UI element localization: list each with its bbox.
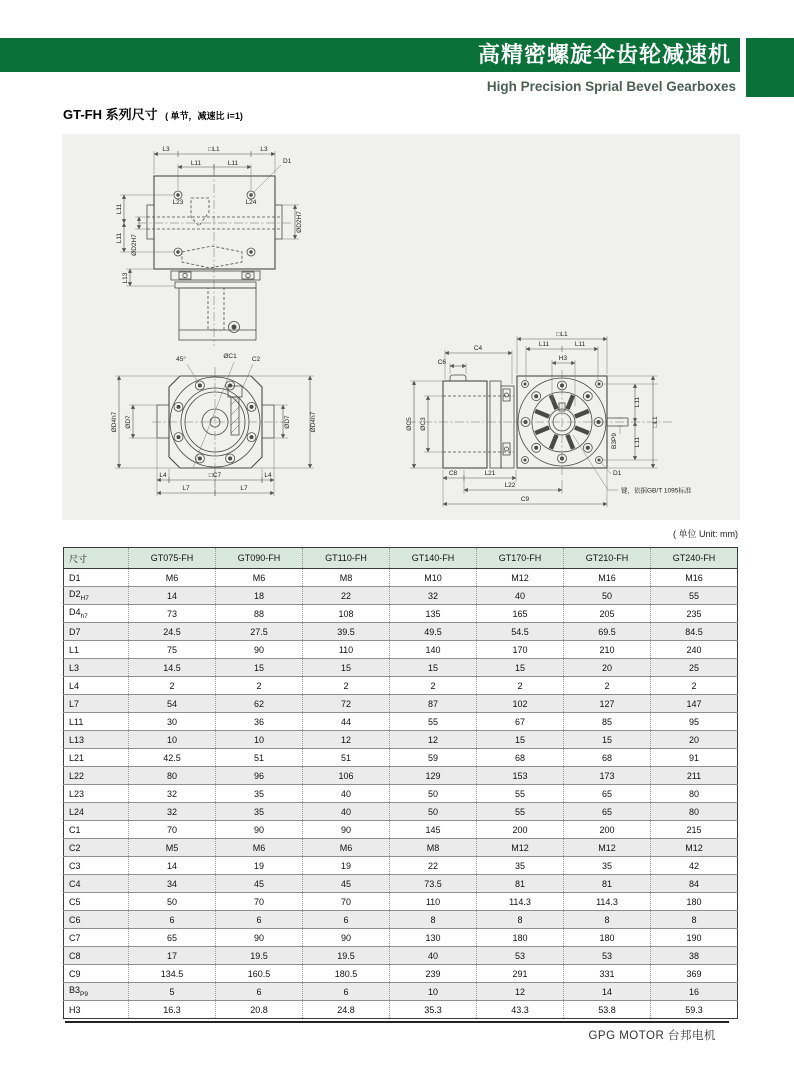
table-row (64, 605, 738, 623)
dim-value: 51 (216, 749, 303, 767)
row-label: L11 (64, 713, 129, 731)
dim-label-l4: L4 (159, 472, 167, 479)
dim-label-d1: D1 (613, 470, 622, 477)
dim-value: 215 (651, 821, 738, 839)
dim-value: 8 (651, 911, 738, 929)
dim-value: 147 (651, 695, 738, 713)
dim-value: 80 (651, 785, 738, 803)
table-row (64, 677, 738, 695)
dim-value: 235 (651, 605, 738, 623)
dim-value: 75 (129, 641, 216, 659)
dim-value: 180 (477, 929, 564, 947)
dim-value: 211 (651, 767, 738, 785)
dim-value: 6 (129, 911, 216, 929)
dim-value: 55 (477, 803, 564, 821)
dim-value: 14 (129, 587, 216, 605)
dim-value: 65 (564, 785, 651, 803)
table-row (64, 803, 738, 821)
dim-value: 62 (216, 695, 303, 713)
dim-value: 8 (564, 911, 651, 929)
dim-value: M5 (129, 839, 216, 857)
dim-value: 12 (390, 731, 477, 749)
series-title: GT-FH 系列尺寸 (63, 107, 158, 122)
dimensions-table (63, 547, 738, 1019)
dim-value: M12 (651, 839, 738, 857)
dim-value: 135 (390, 605, 477, 623)
dim-value: 10 (390, 983, 477, 1001)
dim-label-c8: C8 (448, 470, 458, 477)
dim-value: 20.8 (216, 1001, 303, 1019)
dim-value: 14 (129, 857, 216, 875)
dim-value: 50 (129, 893, 216, 911)
dim-value: 91 (651, 749, 738, 767)
dim-label-l11: L11 (116, 232, 123, 244)
dim-value: 331 (564, 965, 651, 983)
dim-value: 73.5 (390, 875, 477, 893)
dim-value: 19 (303, 857, 390, 875)
dim-value: 45 (303, 875, 390, 893)
dim-value: 35 (564, 857, 651, 875)
dim-value: 81 (564, 875, 651, 893)
dim-label-l3: L3 (162, 146, 170, 153)
table-row (64, 965, 738, 983)
page-title-cn: 高精密螺旋伞齿轮减速机 (477, 42, 731, 67)
table-row (64, 911, 738, 929)
dim-value: 88 (216, 605, 303, 623)
table-body (64, 569, 738, 1019)
dim-value: 42 (651, 857, 738, 875)
table-row (64, 785, 738, 803)
dim-value: 70 (303, 893, 390, 911)
dim-value: 180 (564, 929, 651, 947)
dim-value: 43.3 (477, 1001, 564, 1019)
dim-value: 59 (390, 749, 477, 767)
row-label: C8 (64, 947, 129, 965)
row-label: C1 (64, 821, 129, 839)
dim-value: 70 (129, 821, 216, 839)
table-row (64, 839, 738, 857)
col-header-model: GT110-FH (303, 548, 390, 569)
dim-value: 54 (129, 695, 216, 713)
table-row (64, 713, 738, 731)
dim-value: 106 (303, 767, 390, 785)
dim-value: 65 (129, 929, 216, 947)
dim-label-d7: ØD7 (284, 415, 291, 429)
dim-value: 32 (390, 587, 477, 605)
col-header-dimension: 尺寸 (64, 548, 129, 569)
section-heading (63, 104, 243, 124)
dim-value: 15 (303, 659, 390, 677)
dim-value: M8 (303, 569, 390, 587)
dim-label-d2: ØD2H7 (131, 234, 138, 256)
row-label: C7 (64, 929, 129, 947)
dim-value: 55 (477, 785, 564, 803)
dim-value: 90 (303, 821, 390, 839)
table-header-row (64, 548, 738, 569)
dim-label-c7: □C7 (208, 472, 222, 479)
col-header-model: GT075-FH (129, 548, 216, 569)
dim-label-h3: H3 (558, 355, 568, 362)
dim-value: 127 (564, 695, 651, 713)
dim-value: 32 (129, 803, 216, 821)
dim-value: 17 (129, 947, 216, 965)
dim-value: 369 (651, 965, 738, 983)
dim-value: 22 (303, 587, 390, 605)
dim-value: 2 (651, 677, 738, 695)
dim-value: 90 (216, 929, 303, 947)
dim-value: 50 (390, 785, 477, 803)
dim-label-l7: L7 (240, 485, 248, 492)
dim-value: 2 (390, 677, 477, 695)
dim-value: 65 (564, 803, 651, 821)
dim-label-l11: L11 (634, 396, 641, 408)
dim-value: 8 (477, 911, 564, 929)
row-label: L23 (64, 785, 129, 803)
footer-divider (65, 1021, 729, 1023)
dim-value: M6 (216, 569, 303, 587)
dim-value: 72 (303, 695, 390, 713)
dim-value: 205 (564, 605, 651, 623)
dim-label-c3: ØC3 (420, 417, 427, 431)
dim-value: 180 (651, 893, 738, 911)
dim-value: 108 (303, 605, 390, 623)
dim-label-45deg: 45° (176, 356, 186, 363)
dim-value: 165 (477, 605, 564, 623)
dim-label-l24: L24 (245, 199, 257, 206)
dim-value: 49.5 (390, 623, 477, 641)
dim-label-l23: L23 (172, 199, 184, 206)
dim-label-l7: L7 (182, 485, 190, 492)
dim-value: 239 (390, 965, 477, 983)
dim-value: 73 (129, 605, 216, 623)
dim-value: 6 (303, 983, 390, 1001)
table-row (64, 767, 738, 785)
row-label: L24 (64, 803, 129, 821)
table-row (64, 983, 738, 1001)
row-label: C3 (64, 857, 129, 875)
row-label: C6 (64, 911, 129, 929)
dim-value: 35 (477, 857, 564, 875)
dim-value: 24.8 (303, 1001, 390, 1019)
dim-value: 32 (129, 785, 216, 803)
dim-value: 81 (477, 875, 564, 893)
dim-value: 145 (390, 821, 477, 839)
dim-value: 200 (564, 821, 651, 839)
dim-value: M8 (390, 839, 477, 857)
dim-value: 80 (129, 767, 216, 785)
dim-value: 40 (303, 803, 390, 821)
row-label: D1 (64, 569, 129, 587)
dim-label-d7: ØD7 (125, 415, 132, 429)
dim-value: 96 (216, 767, 303, 785)
dim-value: 16.3 (129, 1001, 216, 1019)
dim-value: 15 (477, 731, 564, 749)
dim-value: 38 (651, 947, 738, 965)
flange-face-view-drawing (111, 353, 317, 496)
dim-value: 180.5 (303, 965, 390, 983)
dim-label-l11: L11 (574, 341, 586, 348)
dim-value: M6 (129, 569, 216, 587)
dim-value: M12 (477, 839, 564, 857)
dim-label-c6: C6 (437, 359, 446, 366)
page-title-en: High Precision Sprial Bevel Gearboxes (486, 79, 736, 94)
dim-value: 95 (651, 713, 738, 731)
dim-label-c1: ØC1 (223, 353, 237, 360)
dim-label-l11: L11 (227, 160, 239, 167)
dim-value: 53 (564, 947, 651, 965)
series-subtitle: ( 单节，减速比 i=1) (165, 111, 243, 121)
dim-value: 19.5 (303, 947, 390, 965)
front-view-drawing (116, 146, 303, 346)
dim-value: 6 (216, 911, 303, 929)
table-row (64, 749, 738, 767)
dim-label-b3: B3P9 (611, 433, 618, 449)
dim-value: 54.5 (477, 623, 564, 641)
row-label: L13 (64, 731, 129, 749)
table-row (64, 893, 738, 911)
dim-value: M10 (390, 569, 477, 587)
dim-label-l13: L13 (122, 272, 129, 284)
dim-value: 2 (129, 677, 216, 695)
key-standard-note: 键，依据GB/T 1095标准 (621, 487, 692, 495)
table-row (64, 659, 738, 677)
dim-label-l1: □L1 (556, 331, 568, 338)
dim-value: 130 (390, 929, 477, 947)
side-view-drawing (406, 331, 692, 507)
dim-value: 90 (216, 641, 303, 659)
dim-value: 90 (216, 821, 303, 839)
dim-value: 68 (564, 749, 651, 767)
dim-value: 87 (390, 695, 477, 713)
table-row (64, 821, 738, 839)
dim-value: 12 (477, 983, 564, 1001)
dim-label-l11: L11 (538, 341, 550, 348)
dim-value: 5 (129, 983, 216, 1001)
row-label: C9 (64, 965, 129, 983)
dim-value: 50 (564, 587, 651, 605)
col-header-model: GT090-FH (216, 548, 303, 569)
dim-value: M12 (477, 569, 564, 587)
dim-value: 84.5 (651, 623, 738, 641)
dim-value: 114.3 (477, 893, 564, 911)
col-header-model: GT140-FH (390, 548, 477, 569)
dim-value: 40 (477, 587, 564, 605)
dim-value: 10 (216, 731, 303, 749)
dim-value: M6 (303, 839, 390, 857)
dim-value: 6 (216, 983, 303, 1001)
row-label: $D4_{h7}$ (64, 605, 129, 623)
dim-label-l21: L21 (484, 470, 496, 477)
dim-value: 6 (303, 911, 390, 929)
dim-value: 35 (216, 803, 303, 821)
col-header-model: GT210-FH (564, 548, 651, 569)
dim-label-l4: L4 (264, 472, 272, 479)
dim-value: 14.5 (129, 659, 216, 677)
dim-label-l11: L11 (634, 436, 641, 448)
dim-label-d4: ØD4h7 (310, 411, 317, 433)
dim-value: 90 (303, 929, 390, 947)
col-header-model: GT240-FH (651, 548, 738, 569)
header-banner (0, 38, 740, 72)
dim-value: 68 (477, 749, 564, 767)
dim-value: 160.5 (216, 965, 303, 983)
dim-value: 15 (216, 659, 303, 677)
dim-label-d4: ØD4h7 (111, 411, 118, 433)
dim-value: 15 (390, 659, 477, 677)
dim-value: 14 (564, 983, 651, 1001)
dim-value: 25 (651, 659, 738, 677)
dim-value: 40 (390, 947, 477, 965)
row-label: L1 (64, 641, 129, 659)
dim-value: 40 (303, 785, 390, 803)
dim-value: M16 (564, 569, 651, 587)
table-row (64, 695, 738, 713)
dim-value: 2 (216, 677, 303, 695)
dim-value: 102 (477, 695, 564, 713)
table-row (64, 569, 738, 587)
dim-value: 210 (564, 641, 651, 659)
dim-value: 12 (303, 731, 390, 749)
dim-value: 42.5 (129, 749, 216, 767)
dim-value: 36 (216, 713, 303, 731)
dim-value: 24.5 (129, 623, 216, 641)
dim-value: 45 (216, 875, 303, 893)
table-row (64, 929, 738, 947)
dim-value: 50 (390, 803, 477, 821)
dim-value: 44 (303, 713, 390, 731)
dim-value: 129 (390, 767, 477, 785)
dim-value: 30 (129, 713, 216, 731)
drawings-svg (62, 134, 740, 520)
dim-label-l1: □L1 (208, 146, 220, 153)
dim-value: M16 (651, 569, 738, 587)
dim-label-c5: ØC5 (406, 417, 413, 431)
table-row (64, 857, 738, 875)
dim-value: 110 (303, 641, 390, 659)
dim-value: 2 (564, 677, 651, 695)
dim-value: 134.5 (129, 965, 216, 983)
dim-value: 291 (477, 965, 564, 983)
dim-value: 67 (477, 713, 564, 731)
dim-value: M12 (564, 839, 651, 857)
dim-value: 140 (390, 641, 477, 659)
dim-value: 85 (564, 713, 651, 731)
dim-value: 20 (651, 731, 738, 749)
dim-value: 15 (564, 731, 651, 749)
dim-value: 53 (477, 947, 564, 965)
row-label: L22 (64, 767, 129, 785)
dim-value: 22 (390, 857, 477, 875)
dim-label-d1: D1 (283, 158, 292, 165)
dim-value: 173 (564, 767, 651, 785)
row-label: C4 (64, 875, 129, 893)
dim-value: 10 (129, 731, 216, 749)
table-row (64, 875, 738, 893)
technical-drawing-panel (62, 134, 740, 520)
table-row (64, 623, 738, 641)
dim-value: 35.3 (390, 1001, 477, 1019)
dim-value: 114.3 (564, 893, 651, 911)
dim-value: 55 (390, 713, 477, 731)
dim-value: 170 (477, 641, 564, 659)
row-label: H3 (64, 1001, 129, 1019)
dim-value: 2 (477, 677, 564, 695)
table-row (64, 641, 738, 659)
dim-value: 84 (651, 875, 738, 893)
dim-value: 15 (477, 659, 564, 677)
dim-value: 55 (651, 587, 738, 605)
dim-value: 70 (216, 893, 303, 911)
dim-label-l11: L11 (190, 160, 202, 167)
dim-value: 39.5 (303, 623, 390, 641)
dim-value: 8 (390, 911, 477, 929)
table-row (64, 947, 738, 965)
table-row (64, 587, 738, 605)
dim-label-l11: L11 (116, 203, 123, 215)
dim-label-d2: ØD2H7 (296, 211, 303, 233)
unit-note: ( 单位 Unit: mm) (673, 529, 738, 539)
dim-value: 35 (216, 785, 303, 803)
dim-label-l1: □L1 (652, 416, 659, 428)
dim-label-l3: L3 (260, 146, 268, 153)
dim-value: 69.5 (564, 623, 651, 641)
row-label: L3 (64, 659, 129, 677)
col-header-model: GT170-FH (477, 548, 564, 569)
row-label: C2 (64, 839, 129, 857)
row-label: $D2_{H7}$ (64, 587, 129, 605)
dim-value: 19 (216, 857, 303, 875)
dim-value: 34 (129, 875, 216, 893)
footer-brand: GPG MOTOR 台邦电机 (588, 1030, 716, 1042)
row-label: $B3_{P9}$ (64, 983, 129, 1001)
row-label: D7 (64, 623, 129, 641)
dim-value: 240 (651, 641, 738, 659)
table-row (64, 731, 738, 749)
dim-value: 153 (477, 767, 564, 785)
dim-value: 20 (564, 659, 651, 677)
dim-label-c2: C2 (251, 356, 261, 363)
banner-corner-block (746, 38, 794, 97)
row-label: L4 (64, 677, 129, 695)
dim-label-c9: C9 (520, 496, 530, 503)
dim-value: 110 (390, 893, 477, 911)
row-label: C5 (64, 893, 129, 911)
dim-value: 80 (651, 803, 738, 821)
dim-value: 59.3 (651, 1001, 738, 1019)
table-row (64, 1001, 738, 1019)
dim-label-c4: C4 (473, 345, 483, 352)
dim-label-l22: L22 (504, 482, 516, 489)
row-label: L7 (64, 695, 129, 713)
dim-value: 53.8 (564, 1001, 651, 1019)
dim-value: 19.5 (216, 947, 303, 965)
dim-value: 200 (477, 821, 564, 839)
row-label: L21 (64, 749, 129, 767)
dimension-table-wrap (63, 547, 738, 1019)
dim-value: 2 (303, 677, 390, 695)
dim-value: 190 (651, 929, 738, 947)
dim-value: 27.5 (216, 623, 303, 641)
dim-value: M6 (216, 839, 303, 857)
dim-value: 18 (216, 587, 303, 605)
dim-value: 51 (303, 749, 390, 767)
dim-value: 16 (651, 983, 738, 1001)
